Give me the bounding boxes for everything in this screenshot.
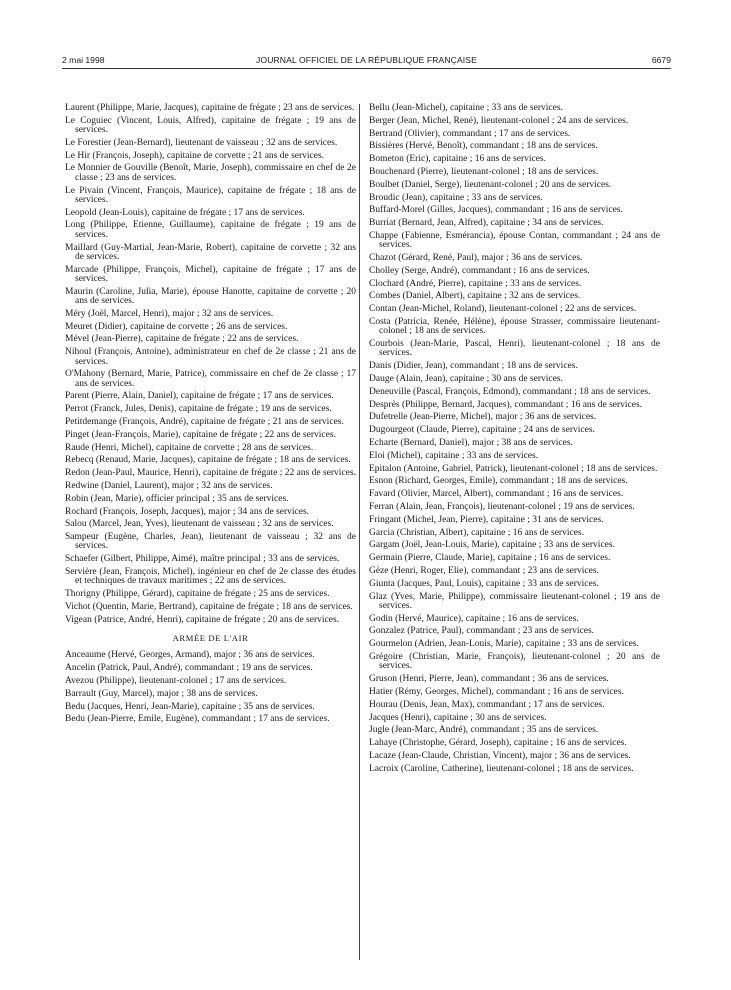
list-item: Germain (Pierre, Claude, Marie), capitaine ; 16 ans de services. <box>369 553 611 564</box>
list-item: Bometon (Eric), capitaine ; 16 ans de services. <box>369 154 547 165</box>
list-item: Redon (Jean-Paul, Maurice, Henri), capitaine de frégate ; 22 ans de services. <box>65 468 356 479</box>
list-item: Dugourgeot (Claude, Pierre), capitaine ; 24 ans de services. <box>369 425 595 436</box>
list-item: Burriat (Bernard, Jean, Alfred), capitaine ; 34 ans de services. <box>369 218 604 229</box>
list-item: Jugle (Jean-Marc, André), commandant ; 35 ans de services. <box>369 725 599 736</box>
list-item: Grégoire (Christian, Marie, François), lieutenant-colonel ; 20 ans de services. <box>369 652 660 672</box>
header-date: 2 mai 1998 <box>62 55 105 65</box>
list-item: Le Pivain (Vincent, François, Maurice), capitaine de frégate ; 18 ans de services. <box>65 185 356 205</box>
list-item: Clochard (André, Pierre), capitaine ; 33 ans de services. <box>369 278 582 289</box>
list-item: Costa (Patricia, Renée, Hélène), épouse Strasser, commissaire lieutenant-colonel ; 18 ans de services. <box>369 317 660 337</box>
list-item: Jacques (Henri), capitaine ; 30 ans de services. <box>369 712 547 723</box>
list-item: Godin (Hervé, Maurice), capitaine ; 16 ans de services. <box>369 613 579 624</box>
list-item: Meuret (Didier), capitaine de corvette ; 26 ans de services. <box>65 321 288 332</box>
list-item: Bedu (Jean-Pierre, Emile, Eugène), commandant ; 17 ans de services. <box>65 714 330 725</box>
list-item: Laurent (Philippe, Marie, Jacques), capitaine de frégate ; 23 ans de services. <box>65 103 355 113</box>
list-item: Anceaume (Hervé, Georges, Armand), major ; 36 ans de services. <box>65 650 315 661</box>
list-item: Mével (Jean-Pierre), capitaine de frégate ; 22 ans de services. <box>65 334 299 345</box>
list-item: Sampeur (Eugène, Charles, Jean), lieutenant de vaisseau ; 32 ans de services. <box>65 532 356 552</box>
list-item: Hatier (Rémy, Georges, Michel), commandant ; 16 ans de services. <box>369 686 624 697</box>
list-item: Lahaye (Christophe, Gérard, Joseph), capitaine ; 16 ans de services. <box>369 738 627 749</box>
list-item: Rebecq (Renaud, Marie, Jacques), capitaine de frégate ; 18 ans de services. <box>65 455 351 466</box>
list-item: Long (Philippe, Etienne, Guillaume), capitaine de frégate ; 19 ans de services. <box>65 220 356 240</box>
list-item: Pinget (Jean-François, Marie), capitaine de frégate ; 22 ans de services. <box>65 429 336 440</box>
list-item: Servière (Jean, François, Michel), ingénieur en chef de 2e classe des études et techniques de travaux maritimes ; 22 ans de services. <box>65 567 356 587</box>
list-item: Redwine (Daniel, Laurent), major ; 32 ans de services. <box>65 481 273 491</box>
entry-list-navy <box>65 104 356 625</box>
list-item: Schaefer (Gilbert, Philippe, Aimé), maître principal ; 33 ans de services. <box>65 554 340 565</box>
list-item: Lacroix (Caroline, Catherine), lieutenant-colonel ; 18 ans de services. <box>369 763 634 774</box>
page-header <box>62 55 671 69</box>
list-item: Le Monnier de Gouville (Benoît, Marie, Joseph), commissaire en chef de 2e classe ; 23 ans de services. <box>65 163 356 183</box>
list-item: Berger (Jean, Michel, René), lieutenant-colonel ; 24 ans de services. <box>369 115 629 126</box>
list-item: Perrot (Franck, Jules, Denis), capitaine de frégate ; 19 ans de services. <box>65 404 332 415</box>
list-item: Gruson (Henri, Pierre, Jean), commandant ; 36 ans de services. <box>369 674 609 685</box>
right-column <box>369 104 660 778</box>
entry-list-air <box>65 651 356 724</box>
list-item: Raude (Henri, Michel), capitaine de corvette ; 28 ans de services. <box>65 442 314 453</box>
journal-title: JOURNAL OFFICIEL DE LA RÉPUBLIQUE FRANÇAISE <box>256 55 477 65</box>
entry-list-air-continued <box>369 104 660 774</box>
list-item: Garcia (Christian, Albert), capitaine ; 16 ans de services. <box>369 527 584 538</box>
list-item: Broudic (Jean), capitaine ; 33 ans de services. <box>369 192 543 203</box>
list-item: Méry (Joël, Marcel, Henri), major ; 32 ans de services. <box>65 308 274 319</box>
list-item: Maillard (Guy-Martial, Jean-Marie, Robert), capitaine de corvette ; 32 ans de services. <box>65 242 356 262</box>
left-column <box>65 104 356 728</box>
list-item: Thorigny (Philippe, Gérard), capitaine de frégate ; 25 ans de services. <box>65 589 330 600</box>
list-item: Giunta (Jacques, Paul, Louis), capitaine ; 33 ans de services. <box>369 578 599 589</box>
list-item: Bouchenard (Pierre), lieutenant-colonel ; 18 ans de services. <box>369 166 599 177</box>
list-item: Echarte (Bernard, Daniel), major ; 38 ans de services. <box>369 438 573 449</box>
list-item: Dauge (Alain, Jean), capitaine ; 30 ans de services. <box>369 374 563 385</box>
list-item: Dufetrelle (Jean-Pierre, Michel), major ; 36 ans de services. <box>369 412 597 423</box>
page-number: 6679 <box>651 55 671 65</box>
list-item: Le Hir (François, Joseph), capitaine de corvette ; 21 ans de services. <box>65 150 325 161</box>
list-item: Rochard (François, Joseph, Jacques), major ; 34 ans de services. <box>65 506 310 517</box>
list-item: Deneuville (Pascal, François, Edmond), commandant ; 18 ans de services. <box>369 386 651 397</box>
list-item: Barrault (Guy, Marcel), major ; 38 ans de services. <box>65 688 258 699</box>
list-item: Nihoul (François, Antoine), administrateur en chef de 2e classe ; 21 ans de services. <box>65 347 356 367</box>
column-divider <box>359 104 360 960</box>
list-item: Bedu (Jacques, Henri, Jean-Marie), capitaine ; 35 ans de services. <box>65 701 315 712</box>
list-item: Desprès (Philippe, Bernard, Jacques), commandant ; 16 ans de services. <box>369 399 643 410</box>
list-item: Buffard-Morel (Gilles, Jacques), commandant ; 16 ans de services. <box>369 205 623 216</box>
list-item: Petitdemange (François, André), capitaine de frégate ; 21 ans de services. <box>65 417 344 428</box>
list-item: Le Forestier (Jean-Bernard), lieutenant de vaisseau ; 32 ans de services. <box>65 137 338 148</box>
list-item: Robin (Jean, Marie), officier principal ; 35 ans de services. <box>65 493 289 504</box>
list-item: Glaz (Yves, Marie, Philippe), commissaire lieutenant-colonel ; 19 ans de services. <box>369 591 660 611</box>
list-item: Courbois (Jean-Marie, Pascal, Henri), lieutenant-colonel ; 18 ans de services. <box>369 339 660 359</box>
list-item: O'Mahony (Bernard, Marie, Patrice), commissaire en chef de 2e classe ; 17 ans de services. <box>65 369 356 389</box>
list-item: Gonzalez (Patrice, Paul), commandant ; 23 ans de services. <box>369 626 595 637</box>
list-item: Danis (Didier, Jean), commandant ; 18 ans de services. <box>369 361 578 372</box>
list-item: Avezou (Philippe), lieutenant-colonel ; 17 ans de services. <box>65 675 287 686</box>
list-item: Ancelin (Patrick, Paul, André), commandant ; 19 ans de services. <box>65 663 313 674</box>
list-item: Leopold (Jean-Louis), capitaine de frégate ; 17 ans de services. <box>65 207 305 218</box>
list-item: Esnon (Richard, Georges, Emile), commandant ; 18 ans de services. <box>369 476 628 487</box>
list-item: Gargam (Joël, Jean-Louis, Marie), capitaine ; 33 ans de services. <box>369 540 615 551</box>
list-item: Bertrand (Olivier), commandant ; 17 ans de services. <box>369 128 571 139</box>
list-item: Vigean (Patrice, André, Henri), capitaine de frégate ; 20 ans de services. <box>65 614 340 625</box>
list-item: Bissières (Hervé, Benoît), commandant ; 18 ans de services. <box>369 141 598 152</box>
list-item: Hourau (Denis, Jean, Max), commandant ; 17 ans de services. <box>369 699 605 710</box>
list-item: Fringant (Michel, Jean, Pierre), capitaine ; 31 ans de services. <box>369 514 604 525</box>
list-item: Favard (Olivier, Marcel, Albert), commandant ; 16 ans de services. <box>369 489 624 500</box>
section-title-armee-de-l-air: ARMÉE DE L'AIR <box>172 633 249 644</box>
list-item: Combes (Daniel, Albert), capitaine ; 32 ans de services. <box>369 291 581 302</box>
list-item: Maurin (Caroline, Julia, Marie), épouse Hanotte, capitaine de corvette ; 20 ans de services. <box>65 286 356 307</box>
list-item: Gourmelon (Adrien, Jean-Louis, Marie), capitaine ; 33 ans de services. <box>369 639 639 650</box>
list-item: Gèze (Henri, Roger, Elie), commandant ; 23 ans de services. <box>369 565 599 576</box>
list-item: Bellu (Jean-Michel), capitaine ; 33 ans de services. <box>369 103 563 113</box>
list-item: Lacaze (Jean-Claude, Christian, Vincent), major ; 36 ans de services. <box>369 750 631 761</box>
list-item: Epitalon (Antoine, Gabriel, Patrick), lieutenant-colonel ; 18 ans de services. <box>369 463 658 474</box>
list-item: Marcade (Philippe, François, Michel), capitaine de frégate ; 17 ans de services. <box>65 264 356 284</box>
list-item: Boulbet (Daniel, Serge), lieutenant-colonel ; 20 ans de services. <box>369 179 612 190</box>
list-item: Parent (Pierre, Alain, Daniel), capitaine de frégate ; 17 ans de services. <box>65 391 334 402</box>
list-item: Salou (Marcel, Jean, Yves), lieutenant de vaisseau ; 32 ans de services. <box>65 519 334 530</box>
list-item: Eloi (Michel), capitaine ; 33 ans de services. <box>369 450 539 461</box>
header-rule <box>62 68 671 69</box>
list-item: Ferran (Alain, Jean, François), lieutenant-colonel ; 19 ans de services. <box>369 502 635 512</box>
list-item: Vichot (Quentin, Marie, Bertrand), capitaine de frégate ; 18 ans de services. <box>65 601 353 612</box>
list-item: Cholley (Serge, André), commandant ; 16 ans de services. <box>369 265 590 276</box>
list-item: Chappe (Fabienne, Esméranciа), épouse Contan, commandant ; 24 ans de services. <box>369 230 660 251</box>
list-item: Contan (Jean-Michel, Roland), lieutenant-colonel ; 22 ans de services. <box>369 304 637 315</box>
list-item: Le Coguiec (Vincent, Louis, Alfred), capitaine de frégate ; 19 ans de services. <box>65 115 356 136</box>
list-item: Chazot (Gérard, René, Paul), major ; 36 ans de services. <box>369 253 583 264</box>
